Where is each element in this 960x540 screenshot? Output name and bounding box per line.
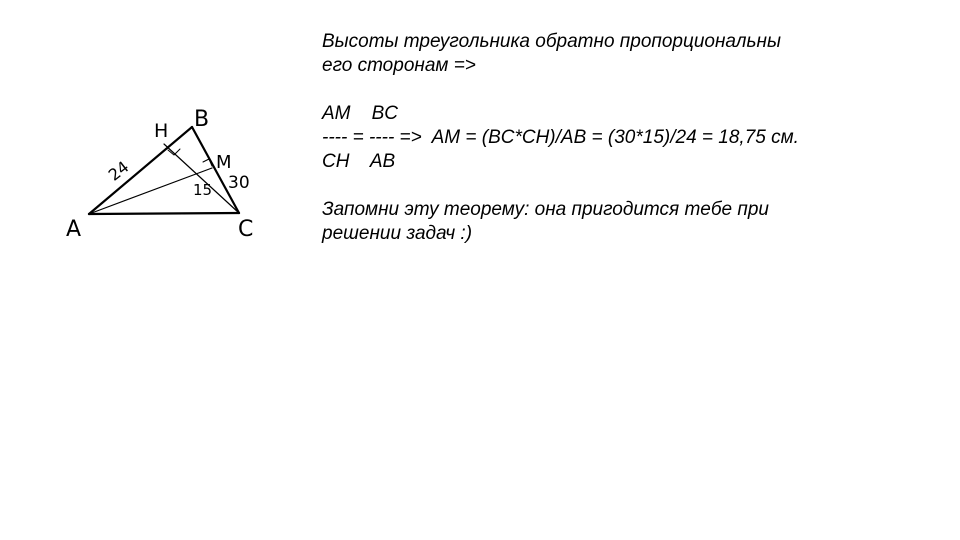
vertex-label-m: M (216, 152, 232, 173)
side-label-ab: 24 (104, 157, 133, 185)
tip-line-1: Запомни эту теорему: она пригодится тебе при (322, 199, 769, 220)
tip-line-2: решении задач :) (322, 223, 473, 244)
vertex-label-c: C (238, 217, 254, 242)
vertex-label-h: H (154, 120, 169, 142)
theorem-line-1: Высоты треугольника обратно пропорциональны (322, 31, 781, 52)
solution-text (322, 30, 952, 246)
fraction-numerators: AM BC (322, 103, 399, 124)
spacer (322, 78, 952, 102)
vertex-label-b: B (194, 107, 210, 132)
fraction-denominators: CH AB (322, 151, 396, 172)
equation-line: ---- = ---- => AM = (BC*CH)/AB = (30*15)/24 = 18,75 см. (322, 127, 799, 148)
side-label-ch: 15 (193, 181, 213, 199)
side-label-bc: 30 (228, 173, 250, 193)
side-ac (89, 213, 239, 214)
triangle-diagram (0, 0, 300, 260)
vertex-label-a: A (66, 217, 82, 242)
theorem-line-2: его сторонам => (322, 55, 476, 76)
spacer (322, 174, 952, 198)
